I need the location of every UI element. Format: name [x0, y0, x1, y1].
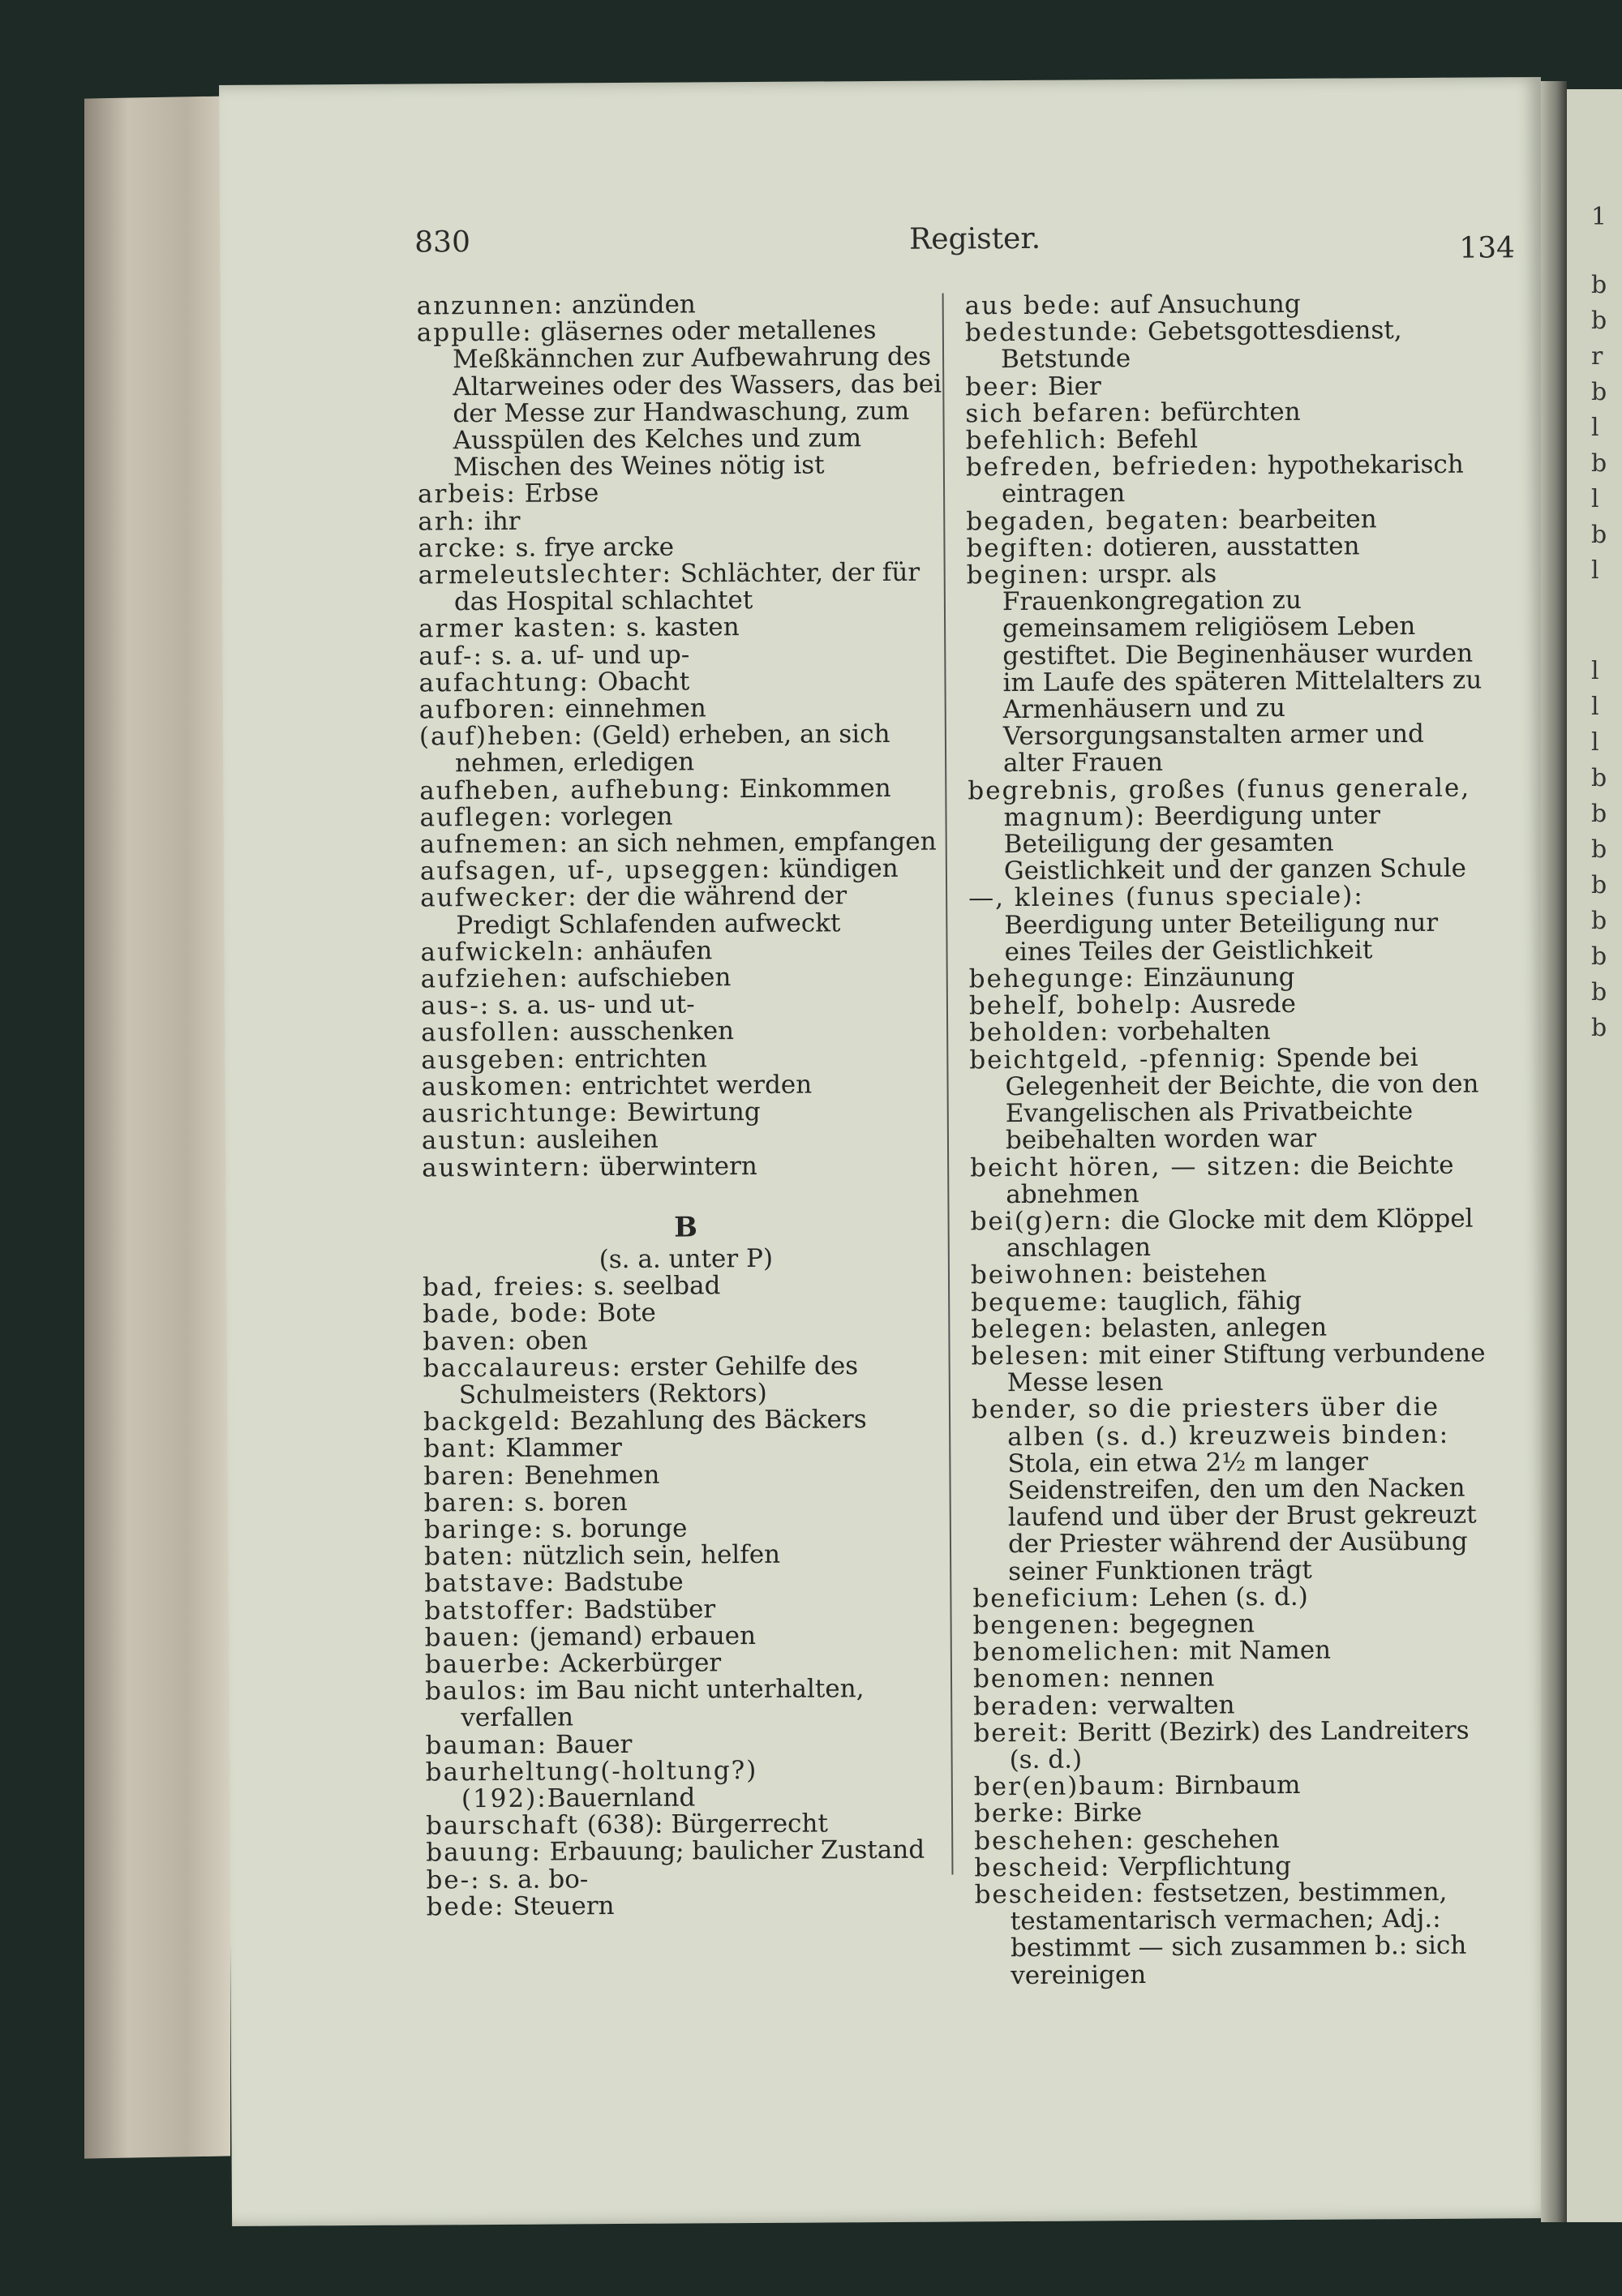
entry-headword: armer kasten: [418, 613, 619, 644]
entry-definition: Beritt (Bezirk) des Landreiters (s. d.) [1009, 1715, 1470, 1775]
entry-headword: appulle: [416, 317, 533, 348]
index-entry [424, 1487, 951, 1517]
entry-definition: beistehen [1134, 1259, 1268, 1290]
entry-headword: auf-: [418, 641, 484, 672]
next-page-glyph: b [1591, 907, 1607, 935]
entry-definition: s. frye arcke [507, 532, 675, 563]
entry-headword: aus-: [420, 991, 491, 1021]
entry-definition: Bewirtung [619, 1097, 761, 1128]
index-entry [969, 963, 1488, 994]
entry-headword: baurheltung(-holtung?)(192): [425, 1755, 758, 1814]
entry-definition: Birnbaum [1166, 1770, 1301, 1801]
index-entry [418, 640, 946, 670]
entry-headword: auskomen: [421, 1071, 574, 1102]
index-entry [425, 1648, 952, 1678]
entry-headword: arcke: [418, 533, 508, 564]
next-page-glyph: b [1591, 378, 1607, 406]
entry-definition: Bauer [547, 1729, 633, 1760]
index-entry [972, 1394, 1491, 1586]
index-entry [420, 856, 947, 886]
right-column [965, 290, 1495, 1989]
entry-definition: Badstube [556, 1567, 684, 1598]
entry-definition: s. seelbad [586, 1271, 721, 1302]
entry-definition: im Bau nicht unterhalten, verfallen [461, 1674, 865, 1733]
index-entry [965, 290, 1484, 320]
entry-definition: nennen [1111, 1663, 1215, 1693]
entry-definition: mit einer Stiftung verbundene Messe lesen [1006, 1338, 1486, 1398]
index-entry [421, 963, 948, 994]
index-entry [422, 1152, 949, 1182]
entry-headword: aufheben, aufhebung: [419, 774, 732, 806]
entry-headword: behegunge: [968, 963, 1135, 994]
entry-definition: Bauernland [547, 1783, 696, 1813]
index-entry [970, 1205, 1489, 1262]
entry-headword: bad, freies: [422, 1272, 586, 1302]
entry-definition: Bote [589, 1298, 656, 1328]
entry-headword: bereit: [973, 1718, 1070, 1749]
entry-definition: Bezahlung des Bäckers [561, 1405, 867, 1436]
index-entry [423, 1272, 950, 1302]
entry-definition: (Geld) erheben, an sich nehmen, erledigen [455, 719, 890, 779]
entry-definition: s. a. uf- und up- [483, 640, 690, 671]
index-entry [974, 1771, 1493, 1801]
entry-definition: verwalten [1100, 1689, 1235, 1720]
next-page-glyph: b [1591, 1014, 1607, 1042]
entry-headword: baulos: [424, 1676, 529, 1706]
next-page-glyph: b [1591, 764, 1607, 792]
index-entry [969, 990, 1488, 1020]
entry-headword: auflegen: [419, 802, 554, 833]
next-page-glyph: b [1591, 942, 1607, 971]
entry-headword: ber(en)baum: [973, 1771, 1167, 1802]
next-page-glyph: b [1591, 800, 1607, 828]
entry-headword: aus bede: [964, 290, 1102, 321]
entry-headword: armeleutslechter: [418, 559, 673, 590]
entry-definition: (jemand) erbauen [521, 1620, 757, 1652]
entry-headword: batstoffer: [424, 1594, 576, 1626]
entry-definition: dotieren, ausstatten [1095, 531, 1360, 563]
index-entry [971, 1340, 1490, 1397]
entry-definition: s. kasten [618, 612, 740, 643]
entry-headword: befehlich: [965, 425, 1109, 456]
entry-headword: berke: [973, 1799, 1066, 1829]
entry-definition: Stola, ein etwa 2½ m langer Seidenstreifen, den um den Nacken laufend und über der Brust gekreuzt der Priester während der Ausübung seiner Funktionen trägt [1007, 1447, 1477, 1586]
next-page-glyph: r [1591, 342, 1603, 371]
entry-headword: baten: [423, 1541, 515, 1572]
entry-headword: bauman: [425, 1730, 548, 1761]
entry-headword: arbeis: [417, 479, 517, 509]
entry-headword: beiwohnen: [970, 1260, 1135, 1290]
entry-headword: baccalaureus: [423, 1352, 623, 1384]
index-entry [974, 1825, 1493, 1855]
index-entry [975, 1878, 1495, 1989]
entry-headword: ausgeben: [421, 1045, 567, 1075]
entry-definition: Spende bei Gelegenheit der Beichte, die von den Evangelischen als Privatbeichte beibehalten worden war [1005, 1042, 1479, 1156]
entry-headword: begrebnis, großes (funus generale, magnum): [968, 773, 1471, 832]
entry-definition: nützlich sein, helfen [514, 1539, 781, 1571]
entry-definition: befürchten [1152, 397, 1301, 427]
entry-headword: behelf, bohelp: [968, 990, 1183, 1021]
entry-definition: Klammer [497, 1433, 622, 1464]
index-entry [425, 1676, 952, 1732]
entry-definition: Ackerbürger [551, 1648, 722, 1679]
entry-definition: ausleihen [528, 1125, 659, 1155]
entry-headword: auswintern: [422, 1152, 592, 1182]
entry-definition: Verpflichtung [1110, 1851, 1292, 1882]
index-entry [973, 1663, 1492, 1693]
entry-headword: backgeld: [423, 1406, 563, 1437]
entry-definition: auf Ansuchung [1101, 289, 1301, 320]
entry-headword: —, kleines (funus speciale): [968, 881, 1364, 913]
entry-definition: festsetzen, bestimmen, testamentarisch vermachen; Adj.: bestimmt — sich zusammen b.: sich vereinigen [1010, 1877, 1467, 1990]
entry-headword: aufnemen: [419, 829, 570, 860]
entry-headword: bescheiden: [974, 1879, 1146, 1910]
next-page-edge [1567, 89, 1622, 2222]
entry-definition: ausschenken [561, 1016, 735, 1047]
index-entry [424, 1594, 951, 1624]
running-title: Register. [909, 221, 1041, 256]
entry-definition: hypothekarisch eintragen [1001, 449, 1464, 509]
entry-headword: begaden, begaten: [966, 505, 1231, 537]
entry-headword: bede: [426, 1891, 505, 1922]
index-entry [965, 397, 1484, 427]
index-entry [423, 1325, 950, 1355]
index-entry [418, 557, 946, 617]
entry-headword: aufachtung: [418, 667, 590, 698]
index-entry [424, 1568, 951, 1598]
index-entry [418, 667, 946, 697]
entry-headword: baringe: [423, 1514, 544, 1545]
entry-definition: Beerdigung unter Beteiligung nur eines Teiles der Geistlichkeit [1004, 908, 1439, 967]
entry-headword: bedestunde: [964, 317, 1140, 348]
index-entry [418, 613, 946, 643]
index-entry [422, 1098, 949, 1128]
next-page-glyph: b [1591, 978, 1607, 1006]
entry-headword: aufwickeln: [420, 937, 586, 968]
entry-headword: beichtgeld, -pfennig: [969, 1043, 1268, 1075]
entry-headword: anzunnen: [416, 290, 564, 321]
entry-definition: Birke [1065, 1798, 1143, 1829]
index-entry [420, 936, 947, 966]
entry-definition: tauglich, fähig [1109, 1285, 1302, 1316]
next-page-glyph: l [1591, 728, 1599, 757]
entry-headword: sich befaren: [965, 397, 1153, 429]
entry-definition: mit Namen [1181, 1635, 1332, 1666]
entry-headword: begiften: [966, 533, 1096, 564]
entry-headword: beraden: [973, 1690, 1101, 1721]
index-entry [426, 1837, 953, 1867]
entry-definition: s. borunge [543, 1513, 688, 1544]
index-entry [426, 1864, 953, 1894]
entry-definition: s. a. bo- [480, 1864, 589, 1895]
entry-definition: Einzäunung [1135, 962, 1295, 994]
book-page [219, 77, 1554, 2226]
entry-headword: baren: [423, 1461, 517, 1491]
entry-headword: bender, so die priesters über die alben (s. d.) kreuzweis binden: [971, 1393, 1450, 1452]
index-entry [971, 1286, 1490, 1316]
entry-headword: baren: [423, 1487, 517, 1518]
entry-definition: Beerdigung unter Beteiligung der gesamten Geistlichkeit und der ganzen Schule [1003, 800, 1467, 886]
next-page-glyph: l [1591, 693, 1599, 721]
entry-headword: austun: [421, 1125, 529, 1156]
index-entry [423, 1298, 950, 1328]
next-page-glyph: b [1591, 871, 1607, 899]
index-entry [420, 882, 947, 939]
entry-definition: gläsernes oder metallenes Meßkännchen zur Aufbewahrung des Altarweines oder des Wassers, das bei der Messe zur Handwaschung, zum Ausspülen des Kelches und zum Mischen des Weines nötig ist [452, 315, 942, 483]
entry-definition: ihr [475, 506, 521, 536]
entry-definition: aufschieben [569, 963, 732, 994]
index-entry [423, 1460, 950, 1490]
entry-definition: überwintern [590, 1151, 757, 1182]
entry-headword: batstave: [424, 1568, 556, 1599]
next-page-glyph: b [1591, 307, 1607, 335]
next-page-glyph: b [1591, 521, 1607, 549]
entry-headword: bauen: [424, 1622, 521, 1653]
entry-headword: be-: [426, 1865, 481, 1895]
next-page-glyph: b [1591, 271, 1607, 299]
index-entry [973, 1717, 1492, 1774]
entry-headword: bant: [423, 1434, 498, 1464]
entry-definition: (638): Bürgerrecht [578, 1809, 829, 1840]
index-entry [418, 505, 945, 535]
index-entry [965, 449, 1485, 509]
index-entry [974, 1798, 1493, 1828]
entry-definition: s. a. us- und ut- [490, 989, 695, 1021]
book-page-edges [84, 96, 230, 2158]
entry-definition: einnehmen [556, 693, 706, 724]
next-page-glyph: l [1591, 485, 1599, 513]
entry-definition: Gebetsgottesdienst, Betstunde [1000, 315, 1402, 375]
entry-definition: Benehmen [516, 1460, 660, 1491]
index-entry [419, 721, 946, 778]
index-entry [969, 1044, 1489, 1155]
index-entry [966, 532, 1485, 562]
index-entry [425, 1621, 952, 1651]
entry-definition: bearbeiten [1230, 504, 1377, 535]
entry-definition: der die während der Predigt Schlafenden aufweckt [456, 881, 847, 940]
entry-definition: die Beichte abnehmen [1006, 1150, 1454, 1209]
entry-headword: beschehen: [974, 1825, 1135, 1856]
entry-definition: begegnen [1121, 1609, 1255, 1640]
left-column [417, 290, 954, 1921]
entry-headword: bei(g)ern: [970, 1206, 1114, 1237]
entry-definition: s. boren [516, 1487, 628, 1517]
index-entry [965, 317, 1484, 374]
index-entry [966, 505, 1485, 535]
entry-definition: geschehen [1135, 1824, 1280, 1855]
entry-headword: belegen: [971, 1314, 1094, 1345]
entry-definition: oben [517, 1325, 588, 1356]
entry-headword: bauung: [426, 1837, 542, 1868]
index-entry [417, 317, 945, 482]
entry-headword: befreden, befrieden: [965, 451, 1260, 483]
entry-definition: Befehl [1108, 424, 1199, 455]
index-entry [421, 1044, 948, 1074]
entry-headword: baurschaft [426, 1810, 579, 1841]
entry-definition: Badstüber [575, 1594, 716, 1624]
entry-headword: beholden: [969, 1017, 1110, 1048]
entry-definition: kündigen [771, 854, 899, 885]
index-entry [427, 1890, 954, 1920]
entry-definition: vorbehalten [1109, 1016, 1271, 1047]
index-entry [973, 1609, 1492, 1639]
next-page-glyph: l [1591, 657, 1599, 685]
index-entry [968, 882, 1488, 967]
index-entry [972, 1582, 1491, 1612]
entry-definition: entrichten [566, 1044, 708, 1075]
entry-headword: beer: [965, 371, 1041, 401]
next-page-glyph: 1 [1591, 203, 1607, 231]
index-entry [971, 1260, 1490, 1290]
page-gutter [1541, 81, 1567, 2222]
index-entry [970, 1152, 1489, 1208]
page-number-right: 134 [1459, 231, 1516, 265]
entry-definition: Schlächter, der für das Hospital schlachtet [453, 557, 920, 617]
index-entry [426, 1756, 953, 1813]
entry-definition: belasten, anlegen [1093, 1312, 1328, 1344]
entry-definition: Ausrede [1182, 989, 1297, 1020]
index-entry [425, 1729, 952, 1759]
entry-definition: Bier [1039, 371, 1101, 401]
index-entry [423, 1406, 950, 1436]
index-entry [422, 1125, 949, 1155]
index-entry [424, 1541, 951, 1571]
index-entry [423, 1352, 950, 1409]
section-note: (s. a. unter P) [599, 1243, 774, 1275]
entry-headword: aufsagen, uf-, upseggen: [419, 855, 772, 886]
entry-headword: belesen: [971, 1341, 1091, 1371]
index-entry [973, 1637, 1492, 1667]
next-page-glyph: b [1591, 835, 1607, 864]
entry-headword: bauerbe: [424, 1649, 552, 1680]
entry-headword: bescheid: [974, 1852, 1111, 1883]
next-page-glyph: l [1591, 414, 1599, 442]
entry-definition: Steuern [504, 1890, 615, 1921]
section-letter: B [674, 1211, 698, 1244]
entry-headword: aufziehen: [420, 963, 570, 994]
page-number-left: 830 [414, 225, 471, 260]
entry-definition: Obacht [589, 667, 690, 697]
entry-headword: (auf)heben: [418, 721, 585, 752]
entry-headword: aufboren: [418, 694, 557, 725]
entry-definition: Lehen (s. d.) [1140, 1581, 1308, 1612]
index-entry [423, 1433, 950, 1463]
entry-definition: Erbse [516, 479, 599, 509]
next-page-glyph: b [1591, 449, 1607, 478]
entry-definition: die Glocke mit dem Klöppel anschlagen [1006, 1204, 1474, 1264]
entry-headword: beneficium: [972, 1582, 1141, 1614]
index-entry [421, 990, 948, 1020]
entry-definition: erster Gehilfe des Schulmeisters (Rektors) [458, 1350, 859, 1410]
entry-headword: ausrichtunge: [421, 1098, 620, 1129]
entry-definition: anzünden [563, 290, 696, 320]
entry-headword: beginen: [966, 560, 1091, 590]
entry-definition: an sich nehmen, empfangen [569, 826, 937, 859]
entry-headword: ausfollen: [421, 1017, 562, 1048]
index-entry [418, 479, 945, 509]
entry-definition: Einkommen [731, 773, 891, 804]
entry-definition: vorlegen [553, 801, 673, 832]
index-entry [968, 775, 1487, 886]
index-entry [421, 1017, 948, 1047]
entry-headword: bequeme: [971, 1286, 1109, 1317]
index-entry [967, 560, 1487, 779]
index-entry [421, 1071, 948, 1101]
entry-definition: entrichtet werden [573, 1070, 813, 1101]
entry-headword: beicht hören, — sitzen: [970, 1151, 1302, 1182]
index-entry [965, 371, 1484, 401]
entry-headword: benomelichen: [972, 1636, 1182, 1667]
entry-headword: baven: [423, 1326, 518, 1357]
entry-headword: arh: [418, 506, 477, 537]
entry-definition: anhäufen [585, 936, 713, 967]
entry-definition: Erbauung; baulicher Zustand [541, 1835, 925, 1867]
next-page-glyph: l [1591, 556, 1599, 585]
index-entry [424, 1513, 951, 1543]
entry-headword: bade, bode: [423, 1298, 590, 1329]
entry-headword: bengenen: [972, 1610, 1122, 1641]
entry-headword: benomen: [972, 1663, 1113, 1694]
entry-headword: aufwecker: [420, 882, 578, 913]
entry-definition: urspr. als Frauenkongregation zu gemeinsamem religiösem Leben gestiftet. Die Beginenhäuser wurden im Laufe des späteren Mittelalters zu Armenhäusern und zu Versorgungsanstalten armer und alter Frauen [1002, 559, 1483, 779]
index-entry [419, 775, 946, 805]
